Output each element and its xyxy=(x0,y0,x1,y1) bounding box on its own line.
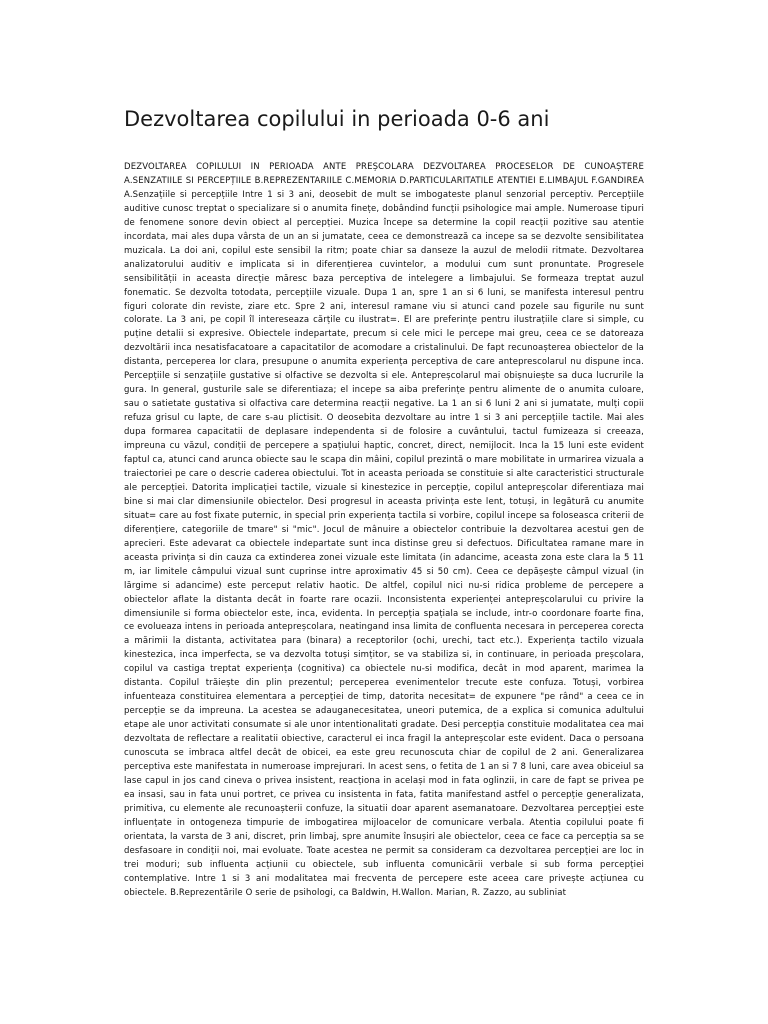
document-title: Dezvoltarea copilului in perioada 0-6 ani xyxy=(124,107,550,131)
document-body-text: DEZVOLTAREA COPILULUI IN PERIOADA ANTE PREȘCOLARA DEZVOLTAREA PROCESELOR DE CUNOAȘTERE A.SENZATIILE SI PERCEPȚIILE B.REPREZENTARIILE C.MEMORIA D.PARTICULARITATILE ATENTIEI E.LIMBAJUL F.GANDIREA A.Senzațiile si percepțiile Intre 1 si 3 ani, deosebit de mult se imbogateste planul senzorial perceptiv. Percepțiile auditive cunosc treptat o specializare si o anumita finețe, dobândind funcții psihologice mai ample. Numeroase tipuri de fenomene sonore devin obiect al percepției. Muzica începe sa determine la copil reacții pozitive sau atentie incordata, mai ales dupa vârsta de un an si jumatate, ceea ce demonstrează ca incepe sa se dezvolte sensibilitatea muzicala. La doi ani, copilul este sensibil la ritm; poate chiar sa danseze la auzul de melodii ritmate. Dezvoltarea analizatorului auditiv e implicata si in diferențierea cuvintelor, a modului cum sunt pronuntate. Progresele sensibilității in aceasta direcție măresc baza perceptiva de intelegere a limbajului. Se formeaza treptat auzul fonematic. Se dezvolta totodata, percepțiile vizuale. Dupa 1 an, spre 1 an si 6 luni, se manifesta interesul pentru figuri colorate din reviste, ziare etc. Spre 2 ani, interesul ramane viu si atunci cand pozele sau figurile nu sunt colorate. La 3 ani, pe copil îl intereseaza cărțile cu ilustrat=. El are preferințe pentru ilustrațiile clare si simple, cu puține detalii si expresive. Obiectele indepartate, precum si cele mici le percepe mai greu, ceea ce se datoreaza dezvoltării inca nesatisfacatoare a capacitatilor de acomodare a cristalinului. De fapt recunoașterea obiectelor de la distanta, perceperea lor clara, presupune o anumita experiența perceptiva de care anteprescolarul nu dispune inca. Percepțiile si senzațiile gustative si olfactive se dezvolta si ele. Antepreșcolarul mai obișnuiește sa duca lucrurile la gura. In general, gusturile sale se diferentiaza; el incepe sa aiba preferințe pentru alimente de o anumita culoare, sau o satietate gustativa si olfactiva care determina reacții negative. La 1 an si 6 luni 2 ani si jumatate, mulți copii refuza grisul cu lapte, de care s-au plictisit. O deosebita dezvoltare au intre 1 si 3 ani percepțiile tactile. Mai ales dupa formarea capacitatii de deplasare independenta si de folosire a cuvântului, tactul fumizeaza si creeaza, impreuna cu văzul, condiții de percepere a spațiului haptic, concret, direct, nemijlocit. Inca la 15 luni este evident faptul ca, atunci cand arunca obiecte sau le scapa din mâini, copilul prezintă o mare mobilitate in urmarirea vizuala a traiectoriei pe care o descrie caderea obiectului. Tot in aceasta perioada se constituie si alte caracteristici structurale ale percepției. Datorita implicației tactile, vizuale si kinestezice in percepție, copilul antepreșcolar diferentiaza mai bine si mai clar dimensiunile obiectelor. Desi progresul in aceasta privința este lent, totuși, in legătură cu anumite situat= care au fost fixate puternic, in special prin experiența tactila si vorbire, copilul incepe sa foloseasca criterii de diferențiere, categoriile de tmare" si "mic". Jocul de mânuire a obiectelor contribuie la dezvoltarea acestui gen de aprecieri. Este adevarat ca obiectele indepartate sunt inca distinse greu si defectuos. Dificultatea ramane mare in aceasta privința si din cauza ca extinderea zonei vizuale este limitata (in adancime, aceasta zona este clara la 5 11 m, iar limitele câmpului vizual sunt cuprinse intre aproximativ 45 si 50 cm). Ceea ce depășește câmpul vizual (in lărgime si adancime) este perceput relativ haotic. De altfel, copilul nici nu-si ridica probleme de percepere a obiectelor aflate la distanta decât in foarte rare ocazii. Inconsistenta experienței antepreșcolarului cu privire la dimensiunile si forma obiectelor este, inca, evidenta. In percepția spațiala se include, intr-o coordonare foarte fina, ce evolueaza intens in perioada antepreșcolara, neatingand insa limita de confluenta necesara in perceperea corecta a mărimii la distanta, activitatea para (binara) a receptorilor (ochi, urechi, tact etc.). Experiența tactilo vizuala kinestezica, inca imperfecta, se va dezvolta totuși simțitor, se va stabiliza si, in continuare, in perioada preșcolara, copilul va castiga treptat experiența (cognitiva) ca obiectele nu-si modifica, decât in mod aparent, marimea la distanta. Copilul trăiește din plin prezentul; perceperea evenimentelor trecute este confuza. Totuși, vorbirea infuenteaza constituirea elementara a percepției de timp, datorita necesitat= de expunere "pe rând" a ceea ce in percepție se da impreuna. La acestea se adauganecesitatea, uneori putemica, de a explica si comunica adultului etape ale unor activitati consumate si ale unor intentionalitati gradate. Desi percepția constituie modalitatea cea mai dezvoltata de reflectare a realitatii obiective, caracterul ei inca fragil la antepreșcolar este evident. Daca o persoana cunoscuta se imbraca altfel decât de obicei, ea este greu recunoscuta chiar de copilul de 2 ani. Generalizarea perceptiva este manifestata in numeroase imprejurari. In acest sens, o fetita de 1 an si 7 8 luni, care avea obiceiul sa lase capul in jos cand cineva o privea insistent, reacționa in același mod in fata oglinzii, in care de fapt se privea pe ea insasi, sau in fata unui portret, ce privea cu insistenta in fata, fatita manifestand astfel o percepție generalizata, primitiva, cu elemente ale recunoașterii confuze, la situatii doar aparent asemanatoare. Dezvoltarea percepției este influențate in ontogeneza timpurie de imbogatirea mijloacelor de comunicare verbala. Atentia copilului poate fi orientata, la varsta de 3 ani, discret, prin limbaj, spre anumite însușiri ale obiectelor, ceea ce face ca percepția sa se desfasoare in condiții noi, mai evoluate. Toate acestea ne permit sa consideram ca dezvoltarea percepției are loc in trei moduri; sub influenta acțiunii cu obiectele, sub influenta comunicării verbale si sub forma percepției contemplative. Intre 1 si 3 ani modalitatea mai frecventa de percepere este aceea care privește acțiunea cu obiectele. B.Reprezentările O serie de psihologi, ca Baldwin, H.Wallon. Marian, R. Zazzo, au subliniat xyxy=(124,162,644,898)
